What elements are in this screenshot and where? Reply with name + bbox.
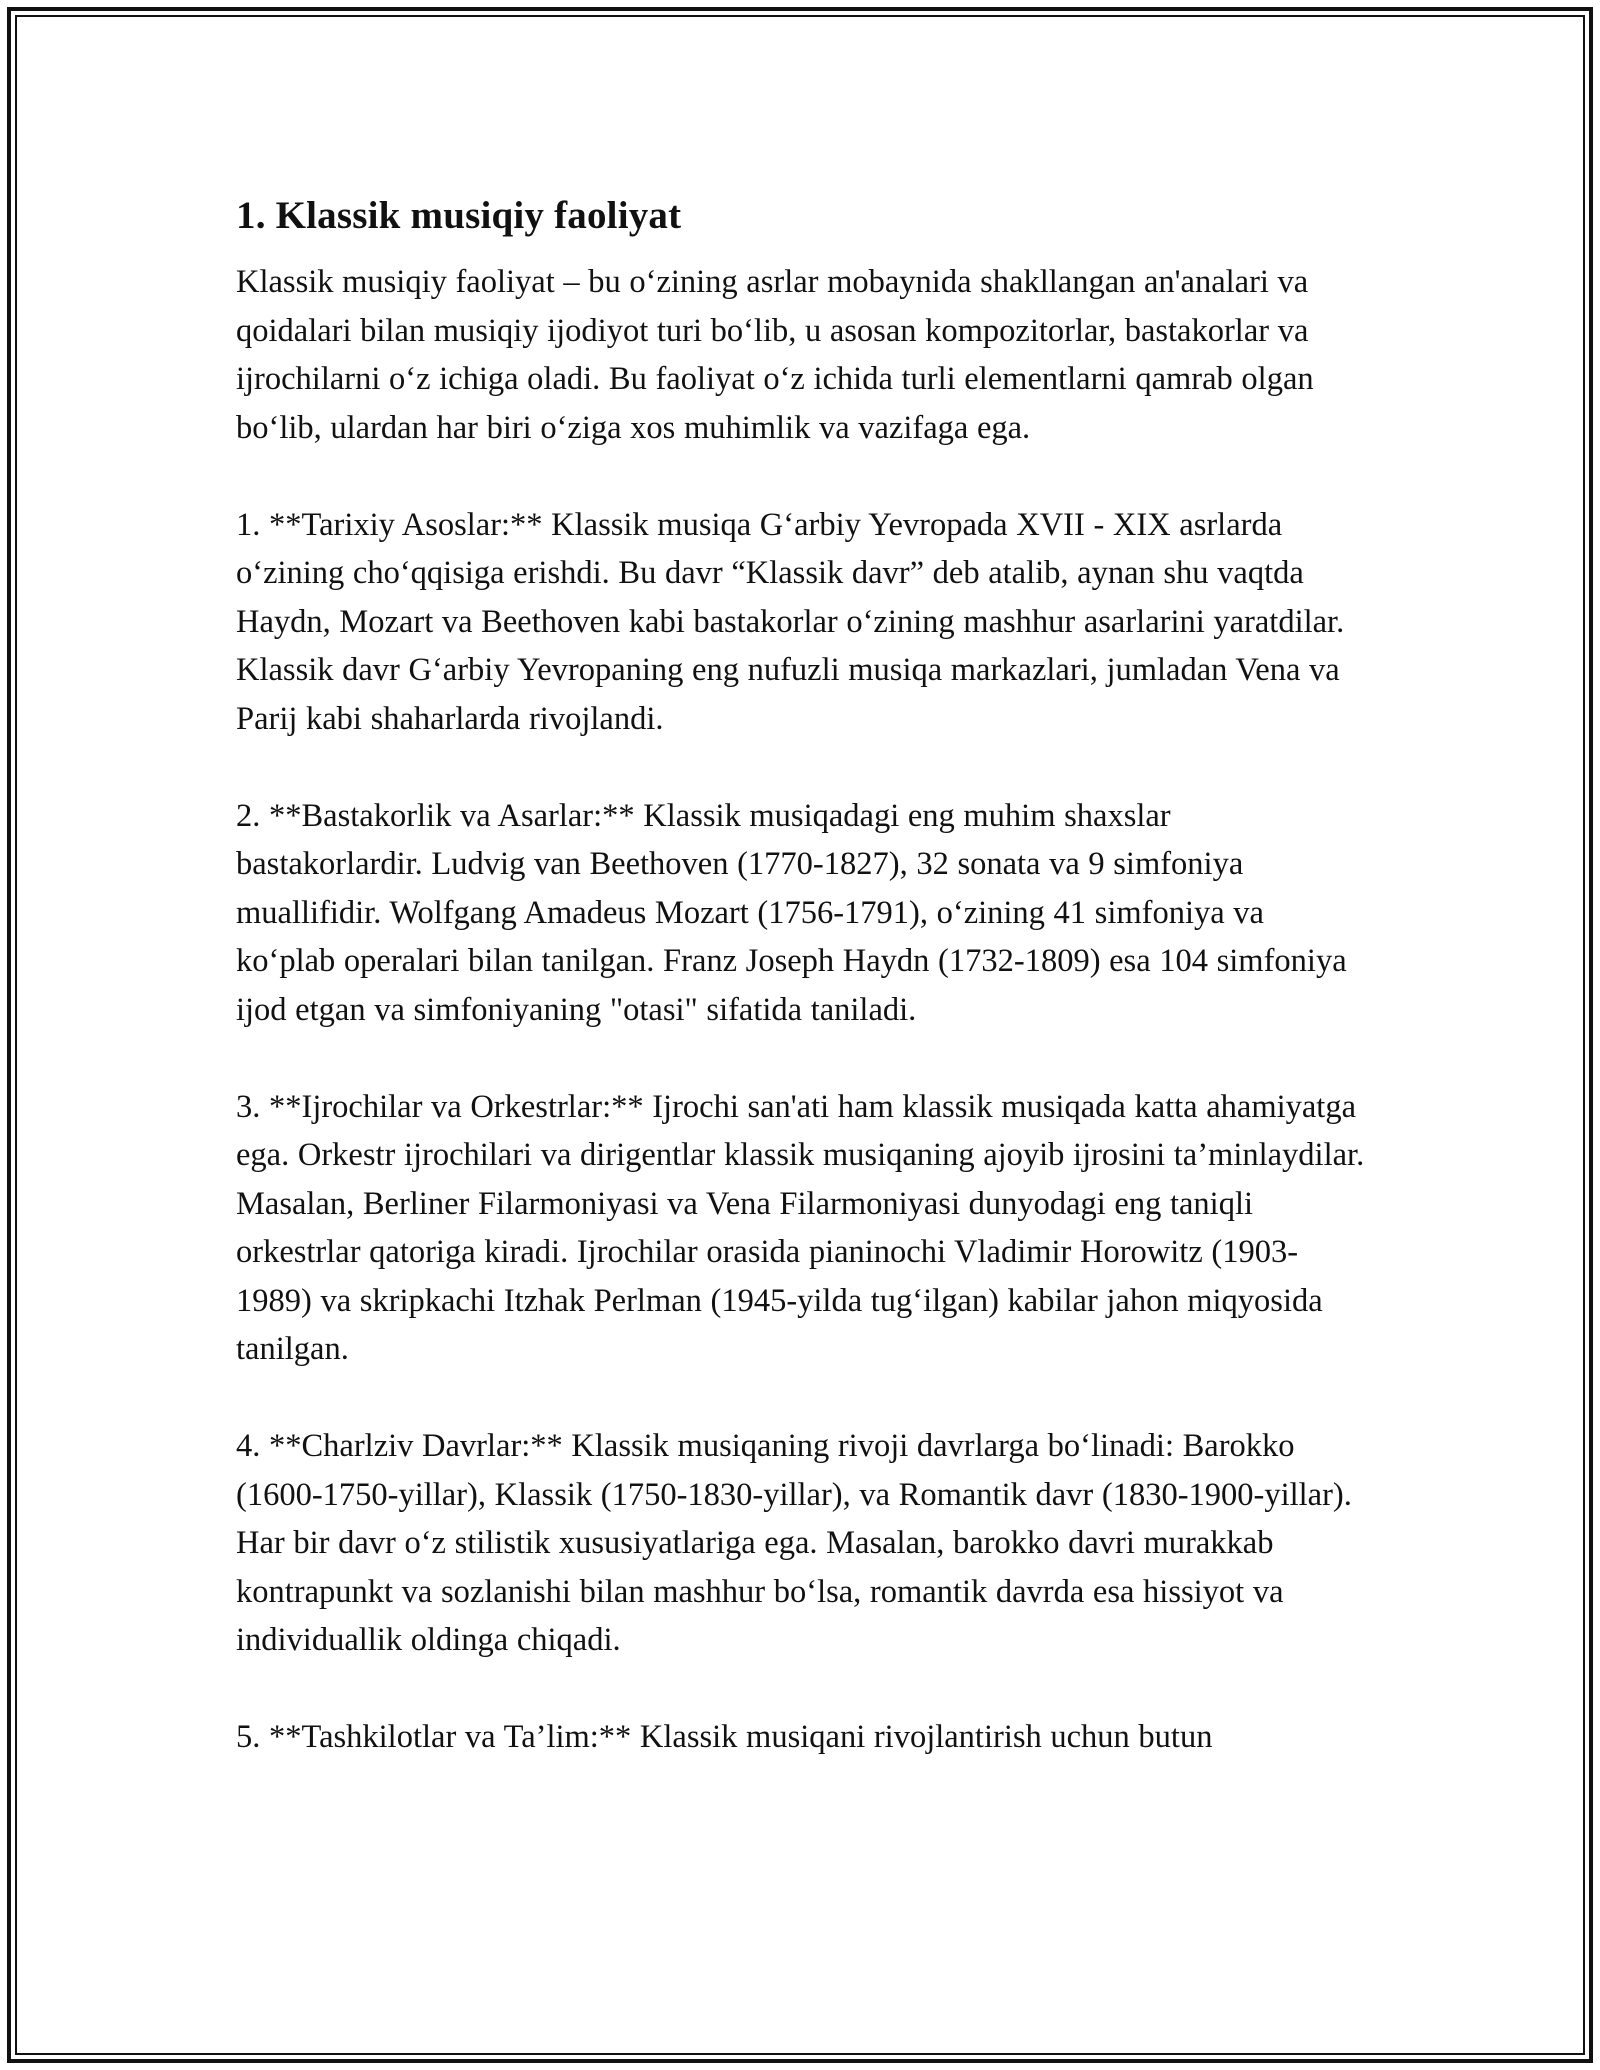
intro-paragraph: Klassik musiqiy faoliyat – bu o‘zining asrlar mobaynida shakllangan an'analari va qoidalari bilan musiqiy ijodiyot turi bo‘lib, u asosan kompozitorlar, bastakorlar va ijrochilarni o‘z ichiga oladi. Bu faoliyat o‘z ichida turli elementlarni qamrab olgan bo‘lib, ulardan har biri o‘ziga xos muhimlik va vazifaga ega. — [236, 264, 1314, 446]
document-body — [236, 188, 1366, 1810]
paragraph-performers-orchestras: 3. **Ijrochilar va Orkestrlar:** Ijrochi san'ati ham klassik musiqada katta ahamiyatga ega. Orkestr ijrochilari va dirigentlar klassik musiqaning ajoyib ijrosini ta’minlaydilar. Masalan, Berliner Filarmoniyasi va Vena Filarmoniyasi dunyodagi eng taniqli orkestrlar qatoriga kiradi. Ijrochilar orasida pianinochi Vladimir Horowitz (1903-1989) va skripkachi Itzhak Perlman (1945-yilda tug‘ilgan) kabilar jahon miqyosida tanilgan. — [236, 1088, 1365, 1367]
paragraph-organizations-education: 5. **Tashkilotlar va Ta’lim:** Klassik musiqani rivojlantirish uchun butun — [236, 1719, 1213, 1755]
section-heading: 1. Klassik musiqiy faoliyat — [236, 194, 682, 237]
paragraph-composers-works: 2. **Bastakorlik va Asarlar:** Klassik musiqadagi eng muhim shaxslar bastakorlardir. Ludvig van Beethoven (1770-1827), 32 sonata va 9 simfoniya muallifidir. Wolfgang Amadeus Mozart (1756-1791), o‘zining 41 simfoniya va ko‘plab operalari bilan tanilgan. Franz Joseph Haydn (1732-1809) esa 104 simfoniya ijod etgan va simfoniyaning "otasi" sifatida taniladi. — [236, 797, 1347, 1028]
paragraph-historical-foundations: 1. **Tarixiy Asoslar:** Klassik musiqa G‘arbiy Yevropada XVII - XIX asrlarda o‘zining cho‘qqisiga erishdi. Bu davr “Klassik davr” deb atalib, aynan shu vaqtda Haydn, Mozart va Beethoven kabi bastakorlar o‘zining mashhur asarlarini yaratdilar. Klassik davr G‘arbiy Yevropaning eng nufuzli musiqa markazlari, jumladan Vena va Parij kabi shaharlarda rivojlandi. — [236, 506, 1345, 737]
paragraph-periods: 4. **Charlziv Davrlar:** Klassik musiqaning rivoji davrlarga bo‘linadi: Barokko (1600-1750-yillar), Klassik (1750-1830-yillar), va Romantik davr (1830-1900-yillar). Har bir davr o‘z stilistik xususiyatlariga ega. Masalan, barokko davri murakkab kontrapunkt va sozlanishi bilan mashhur bo‘lsa, romantik davrda esa hissiyot va individuallik oldinga chiqadi. — [236, 1428, 1352, 1658]
